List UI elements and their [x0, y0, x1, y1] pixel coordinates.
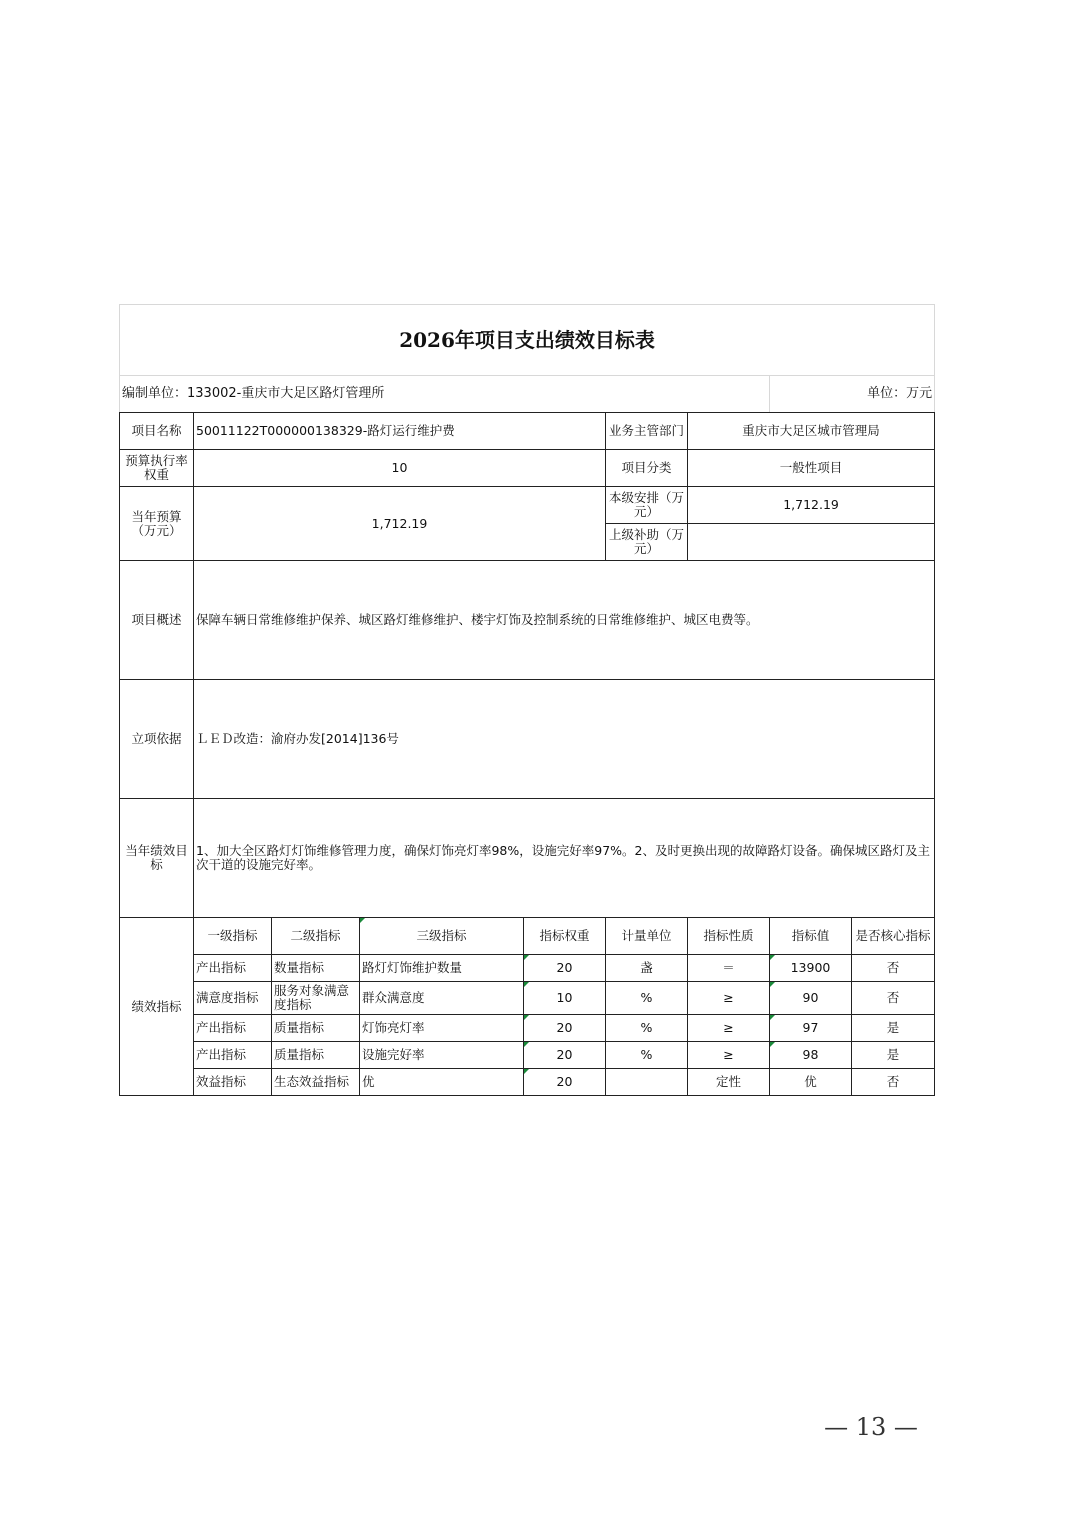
goal-label: 当年绩效目标 — [120, 799, 194, 918]
row1-unit: 盏 — [606, 955, 688, 982]
category-label: 项目分类 — [606, 450, 688, 487]
weight-label: 预算执行率权重 — [120, 450, 194, 487]
row3-core: 是 — [852, 1015, 935, 1042]
row4-core: 是 — [852, 1042, 935, 1069]
row5-level3: 优 — [360, 1069, 524, 1096]
row2-level3: 群众满意度 — [360, 982, 524, 1015]
row3-level2: 质量指标 — [272, 1015, 360, 1042]
row3-nature: ≥ — [688, 1015, 770, 1042]
row5-weight: 20 — [524, 1069, 606, 1096]
row5-unit — [606, 1069, 688, 1096]
row3-weight: 20 — [524, 1015, 606, 1042]
row2-weight: 10 — [524, 982, 606, 1015]
header-level3: 三级指标 — [360, 918, 524, 955]
row1-weight: 20 — [524, 955, 606, 982]
row4-nature: ≥ — [688, 1042, 770, 1069]
row4-value: 98 — [770, 1042, 852, 1069]
performance-target-sheet — [119, 304, 934, 1096]
header-level2: 二级指标 — [272, 918, 360, 955]
row5-level2: 生态效益指标 — [272, 1069, 360, 1096]
header-unit: 计量单位 — [606, 918, 688, 955]
performance-target-table — [119, 304, 935, 1096]
header-level1: 一级指标 — [194, 918, 272, 955]
row2-unit: % — [606, 982, 688, 1015]
row5-level1: 效益指标 — [194, 1069, 272, 1096]
row2-nature: ≥ — [688, 982, 770, 1015]
row1-nature: ＝ — [688, 955, 770, 982]
dept-value: 重庆市大足区城市管理局 — [688, 413, 935, 450]
table-row — [120, 1015, 935, 1042]
goal-value: 1、加大全区路灯灯饰维修管理力度，确保灯饰亮灯率98%，设施完好率97%。2、及时更换出现的故障路灯设备。确保城区路灯及主次干道的设施完好率。 — [194, 799, 935, 918]
upper-subsidy-value — [688, 524, 935, 561]
row4-unit: % — [606, 1042, 688, 1069]
project-name-label: 项目名称 — [120, 413, 194, 450]
row2-value: 90 — [770, 982, 852, 1015]
overview-label: 项目概述 — [120, 561, 194, 680]
budget-label: 当年预算（万元） — [120, 487, 194, 561]
row4-level3: 设施完好率 — [360, 1042, 524, 1069]
budget-value: 1,712.19 — [194, 487, 606, 561]
weight-value: 10 — [194, 450, 606, 487]
row5-core: 否 — [852, 1069, 935, 1096]
table-row — [120, 1069, 935, 1096]
compiling-unit-value: 133002-重庆市大足区路灯管理所 — [187, 386, 385, 401]
row3-unit: % — [606, 1015, 688, 1042]
header-value: 指标值 — [770, 918, 852, 955]
basis-value: ＬＥＤ改造：渝府办发[2014]136号 — [194, 680, 935, 799]
row2-level2: 服务对象满意度指标 — [272, 982, 360, 1015]
local-budget-value: 1,712.19 — [688, 487, 935, 524]
row5-value: 优 — [770, 1069, 852, 1096]
page-number: — 13 — — [824, 1413, 918, 1441]
row1-level2: 数量指标 — [272, 955, 360, 982]
row3-level3: 灯饰亮灯率 — [360, 1015, 524, 1042]
row4-level2: 质量指标 — [272, 1042, 360, 1069]
table-row — [120, 955, 935, 982]
table-row — [120, 1042, 935, 1069]
row4-level1: 产出指标 — [194, 1042, 272, 1069]
dept-label: 业务主管部门 — [606, 413, 688, 450]
row5-nature: 定性 — [688, 1069, 770, 1096]
row3-level1: 产出指标 — [194, 1015, 272, 1042]
compiling-unit-label: 编制单位： — [122, 386, 188, 401]
header-weight: 指标权重 — [524, 918, 606, 955]
row3-value: 97 — [770, 1015, 852, 1042]
category-value: 一般性项目 — [688, 450, 935, 487]
row2-core: 否 — [852, 982, 935, 1015]
project-name-value: 50011122T000000138329-路灯运行维护费 — [194, 413, 606, 450]
row1-value: 13900 — [770, 955, 852, 982]
indicators-label: 绩效指标 — [120, 918, 194, 1096]
overview-value: 保障车辆日常维修维护保养、城区路灯维修维护、楼宇灯饰及控制系统的日常维修维护、城区电费等。 — [194, 561, 935, 680]
header-core: 是否核心指标 — [852, 918, 935, 955]
row1-core: 否 — [852, 955, 935, 982]
local-budget-label: 本级安排（万元） — [606, 487, 688, 524]
table-title: 2026年项目支出绩效目标表 — [120, 305, 935, 376]
basis-label: 立项依据 — [120, 680, 194, 799]
compiling-unit — [120, 376, 770, 413]
currency-unit: 单位：万元 — [770, 376, 935, 413]
row2-level1: 满意度指标 — [194, 982, 272, 1015]
table-row — [120, 982, 935, 1015]
row1-level1: 产出指标 — [194, 955, 272, 982]
row1-level3: 路灯灯饰维护数量 — [360, 955, 524, 982]
upper-subsidy-label: 上级补助（万元） — [606, 524, 688, 561]
header-nature: 指标性质 — [688, 918, 770, 955]
row4-weight: 20 — [524, 1042, 606, 1069]
